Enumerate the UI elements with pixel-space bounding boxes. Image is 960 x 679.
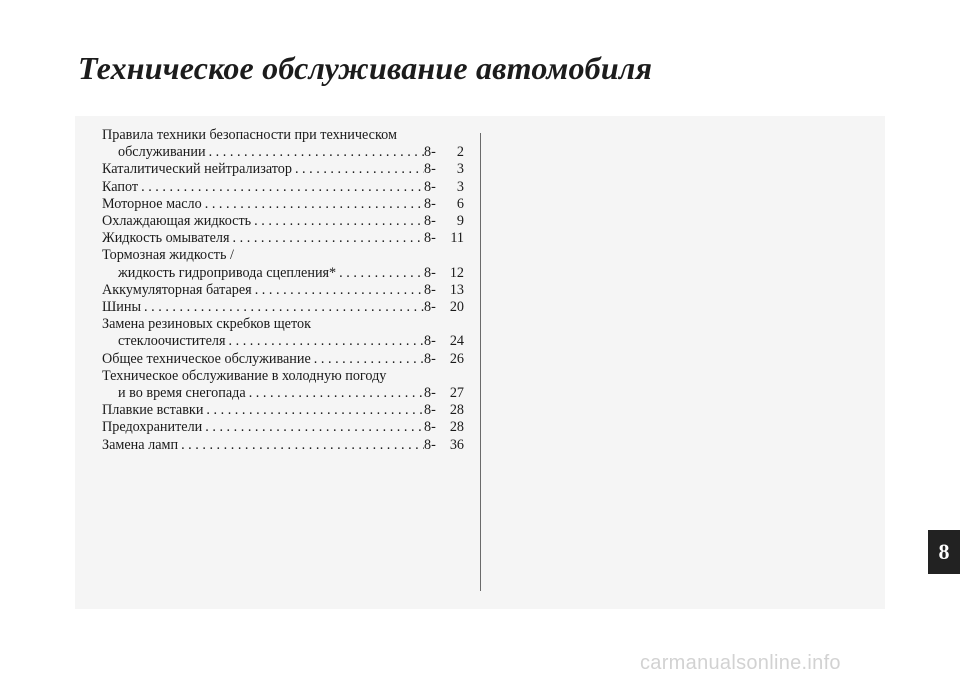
toc-line (102, 247, 464, 264)
toc-chapter-prefix: 8- (424, 230, 436, 247)
toc-leader-dots (202, 419, 424, 436)
toc-entry-title: Предохранители (102, 419, 203, 436)
toc-page-number: 2 (456, 144, 464, 161)
toc-entry[interactable] (102, 127, 464, 161)
toc-line (102, 196, 464, 213)
toc-line (102, 333, 464, 350)
toc-page-number: 36 (449, 436, 464, 453)
toc-page-number: 20 (449, 299, 464, 316)
toc-entry-title: обслуживании (118, 144, 206, 161)
toc-chapter-prefix: 8- (424, 436, 436, 453)
toc-page-number: 26 (449, 350, 464, 367)
toc-page-number: 6 (456, 195, 464, 212)
toc-page-number: 3 (456, 161, 464, 178)
toc-entry-title: и во время снегопада (118, 385, 246, 402)
toc-line (102, 282, 464, 299)
toc-chapter-prefix: 8- (424, 402, 436, 419)
toc-entry-title: Каталитический нейтрализатор (102, 161, 292, 178)
toc-chapter-prefix: 8- (424, 178, 436, 195)
toc-chapter-prefix: 8- (424, 281, 436, 298)
toc-chapter-prefix: 8- (424, 195, 436, 212)
toc-entry[interactable] (102, 419, 464, 436)
toc-leader-dots (292, 161, 424, 178)
toc-chapter-prefix: 8- (424, 385, 436, 402)
toc-entry-title: Моторное масло (102, 195, 202, 212)
toc-entry-title: Шины (102, 299, 142, 316)
chapter-tab-number: 8 (938, 539, 950, 564)
toc-line (102, 419, 464, 436)
toc-page-number: 28 (449, 402, 464, 419)
toc-leader-dots (230, 230, 424, 247)
toc-line (102, 179, 464, 196)
toc-leader-dots (226, 333, 424, 350)
toc-page-number: 3 (456, 178, 464, 195)
toc-page-number: 28 (449, 419, 464, 436)
toc-entry-title: Замена ламп (102, 436, 179, 453)
toc-chapter-prefix: 8- (424, 161, 436, 178)
toc-entry-title: стеклоочистителя (118, 333, 226, 350)
toc-entry-title: Тормозная жидкость / (102, 247, 234, 264)
toc-leader-dots (178, 437, 424, 454)
toc-line (102, 265, 464, 282)
toc-leader-dots (141, 299, 424, 316)
toc-line (102, 368, 464, 385)
toc-page-number: 13 (449, 281, 464, 298)
toc-line (102, 127, 464, 144)
toc-entry[interactable] (102, 437, 464, 454)
toc-chapter-prefix: 8- (424, 350, 436, 367)
toc-entry[interactable] (102, 179, 464, 196)
toc-leader-dots (336, 265, 424, 282)
toc-leader-dots (202, 196, 424, 213)
toc-entry[interactable] (102, 299, 464, 316)
chapter-title: Техническое обслуживание автомобиля (78, 50, 653, 86)
toc-line (102, 437, 464, 454)
toc-page-number: 24 (449, 333, 464, 350)
watermark: carmanualsonline.info (640, 652, 841, 674)
toc-line (102, 299, 464, 316)
toc-page-number: 12 (449, 264, 464, 281)
toc-line (102, 161, 464, 178)
toc-leader-dots (311, 351, 424, 368)
toc-page-number: 9 (456, 213, 464, 230)
toc-entry[interactable] (102, 316, 464, 350)
toc-entry[interactable] (102, 161, 464, 178)
toc-line (102, 144, 464, 161)
toc-page-number: 11 (450, 230, 464, 247)
toc-line (102, 230, 464, 247)
toc-leader-dots (206, 144, 424, 161)
toc-entry-title: Плавкие вставки (102, 402, 204, 419)
toc-leader-dots (246, 385, 424, 402)
toc-entry-title: Техническое обслуживание в холодную погоду (102, 367, 387, 384)
toc-chapter-prefix: 8- (424, 213, 436, 230)
toc-leader-dots (138, 179, 424, 196)
toc-entry[interactable] (102, 196, 464, 213)
toc-entry-title: Замена резиновых скребков щеток (102, 316, 311, 333)
toc-entry-title: Общее техническое обслуживание (102, 350, 311, 367)
toc-entry[interactable] (102, 213, 464, 230)
toc-entry[interactable] (102, 368, 464, 402)
toc-entry[interactable] (102, 351, 464, 368)
toc-leader-dots (252, 282, 424, 299)
toc-entry[interactable] (102, 230, 464, 247)
toc-entry[interactable] (102, 402, 464, 419)
toc-entry-title: Охлаждающая жидкость (102, 213, 252, 230)
toc-chapter-prefix: 8- (424, 419, 436, 436)
chapter-tab[interactable] (928, 530, 960, 574)
toc-entry[interactable] (102, 247, 464, 281)
toc-line (102, 385, 464, 402)
toc-chapter-prefix: 8- (424, 299, 436, 316)
toc-entry-title: жидкость гидропривода сцепления* (118, 264, 337, 281)
toc-chapter-prefix: 8- (424, 144, 436, 161)
toc-line (102, 316, 464, 333)
toc-entry-title: Правила техники безопасности при техническом (102, 127, 397, 143)
toc-line (102, 351, 464, 368)
toc-leader-dots (203, 402, 424, 419)
toc-chapter-prefix: 8- (424, 264, 436, 281)
toc-entry-title: Жидкость омывателя (102, 230, 230, 247)
toc-line (102, 402, 464, 419)
toc-line (102, 213, 464, 230)
column-divider (480, 133, 481, 591)
toc-leader-dots (251, 213, 424, 230)
toc-chapter-prefix: 8- (424, 333, 436, 350)
table-of-contents (102, 127, 464, 454)
toc-entry-title: Аккумуляторная батарея (102, 281, 252, 298)
toc-entry[interactable] (102, 282, 464, 299)
toc-page-number: 27 (449, 385, 464, 402)
toc-entry-title: Капот (102, 178, 139, 195)
